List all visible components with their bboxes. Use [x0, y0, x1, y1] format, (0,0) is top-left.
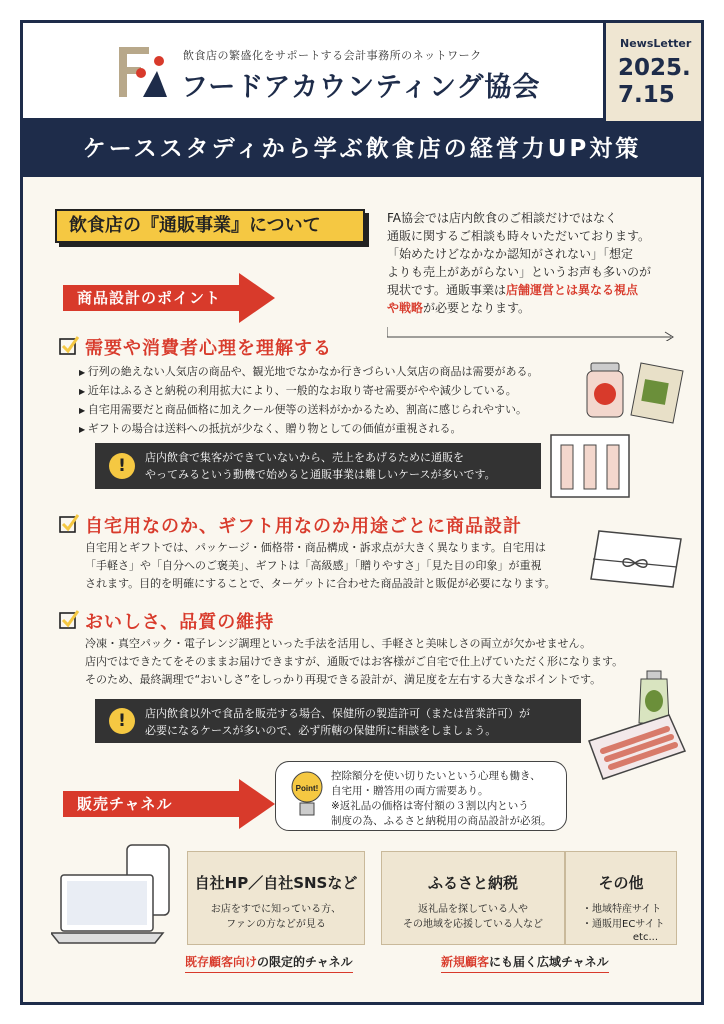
caption-text: の限定的チャネル — [257, 955, 353, 969]
bubble-text — [331, 769, 552, 829]
checkbox-icon — [59, 609, 79, 629]
newsletter-date-box — [603, 23, 701, 121]
channel-furusato — [381, 851, 565, 945]
bubble-line: 控除額分を使い切りたいという心理も働き、 — [331, 770, 541, 782]
jar-icon — [583, 361, 627, 419]
exclamation-icon: ! — [109, 708, 135, 734]
intro-line: よりも売上があがらない」というお声も多いのが — [387, 265, 652, 279]
block2-heading: 自宅用なのか、ギフト用なのか用途ごとに商品設計 — [85, 516, 522, 537]
devices-icon — [51, 843, 185, 947]
ribbon-gift-icon — [589, 525, 685, 591]
caption-highlight: 新規顧客 — [441, 955, 490, 969]
paragraph-line: されます。目的を明確にすることで、ターゲットに合わせた商品設計と販促が必要になります。 — [85, 577, 556, 590]
newsletter-label: NewsLetter — [620, 37, 692, 50]
sausage-pack-icon — [583, 711, 687, 781]
block2-text — [85, 539, 556, 593]
channel-other — [565, 851, 677, 945]
snack-pack-icon — [629, 361, 685, 425]
channel-desc — [188, 902, 364, 932]
point-label-arrow — [63, 273, 277, 323]
channel-desc-line: 返礼品を探している人や — [418, 904, 528, 915]
note-line: やってみるという動機で始めると通販事業は難しいケースが多いです。 — [145, 468, 496, 481]
paragraph-line: 店内ではできたてをそのままお届けできますが、通販ではお客様がご自宅で仕上げていただく形になります。 — [85, 655, 624, 668]
bubble-line: 制度の為、ふるさと納税用の商品設計が必須。 — [331, 815, 552, 827]
block3-text — [85, 635, 623, 689]
point-word: Point! — [295, 784, 319, 793]
list-item: ▶ ギフトの場合は送料への抵抗が少なく、贈り物としての価値が重視される。 — [79, 420, 538, 439]
page-title: ケーススタディから学ぶ飲食店の経営力UP対策 — [23, 121, 701, 177]
intro-highlight: 店舗運営とは異なる視点 — [506, 283, 639, 297]
paragraph-line: 冷凍・真空パック・電子レンジ調理といった手法を活用し、手軽さと美味しさの両立が欠かせません。 — [85, 637, 592, 650]
channel-title: ふるさと納税 — [427, 874, 518, 892]
intro-text — [387, 209, 683, 317]
issue-date — [618, 55, 691, 109]
intro-line — [387, 299, 683, 317]
caption-highlight: 既存顧客向け — [185, 955, 258, 969]
intro-line: FA協会では店内飲食のご相談だけではなく — [387, 211, 618, 225]
channel-desc-line: お店をすでに知っている方、 — [210, 904, 342, 915]
note-line: 店内飲食以外で食品を販売する場合、保健所の製造許可（または営業許可）が — [145, 707, 530, 720]
channel-desc-line: ファンの方などが見る — [226, 919, 326, 930]
intro-line: 「始めたけどなかなか認知がされない」「想定 — [387, 247, 634, 261]
channel-title: その他 — [598, 874, 644, 892]
checkbox-icon — [59, 335, 79, 355]
list-item: ▶ 近年はふるさと納税の利用拡大により、一般的なお取り寄せ需要がやや減少している。 — [79, 382, 538, 401]
channel-desc — [382, 902, 564, 932]
list-item: ▶ 行列の絶えない人気店の商品や、観光地でなかなか行きづらい人気店の商品は需要がある。 — [79, 363, 538, 382]
note-line: 店内飲食で集客ができていないから、売上をあげるために通販を — [145, 451, 464, 464]
note-line: 必要になるケースが多いので、必ず所轄の保健所に相談をしましょう。 — [145, 724, 497, 737]
bubble-line: ※返礼品の価格は寄付額の３割以内という — [331, 800, 529, 812]
channel-desc-line: その地域を応援している人など — [403, 919, 543, 930]
intro-text-part: 現状です。通販事業は — [387, 283, 507, 297]
checkbox-icon — [59, 513, 79, 533]
section-tag: 飲食店の『通販事業』について — [55, 209, 365, 243]
header — [23, 23, 701, 121]
exclamation-icon: ! — [109, 453, 135, 479]
list-item: ▶ 自宅用需要だと商品価格に加えクール便等の送料がかかるため、割高に感じられやすい。 — [79, 401, 538, 420]
channel-desc — [582, 902, 665, 932]
tagline: 飲食店の繁盛化をサポートする会計事務所のネットワーク — [183, 49, 482, 62]
block1-heading: 需要や消費者心理を理解する — [85, 338, 332, 359]
gift-box-icon — [549, 433, 631, 499]
channel-own-site — [187, 851, 365, 945]
org-name: フードアカウンティング協会 — [181, 72, 541, 103]
channel-title: 自社HP／自社SNSなど — [194, 874, 358, 892]
paragraph-line: 自宅用とギフトでは、パッケージ・価格帯・商品構成・訴求点が大きく異なります。自宅用は — [85, 541, 546, 554]
intro-text-part: が必要となります。 — [423, 301, 531, 315]
channel-desc-line: ・通販用ECサイト — [582, 919, 665, 930]
newsletter-page — [20, 20, 704, 1005]
demand-bullet-list — [79, 363, 538, 439]
fa-logo-icon — [119, 47, 167, 97]
channel-etc: etc... — [632, 932, 658, 943]
block3-heading: おいしさ、品質の維持 — [85, 612, 275, 633]
channel-label-arrow — [63, 779, 277, 829]
paragraph-line: そのため、最終調理で“おいしさ”をしっかり再現できる設計が、満足度を左右する大きなポイントです。 — [85, 673, 602, 686]
lightbulb-icon — [289, 769, 325, 823]
caption-text: にも届く広域チャネル — [489, 955, 609, 969]
intro-line — [387, 281, 683, 299]
issue-date-line1: 2025. — [618, 55, 691, 81]
warning-note — [95, 699, 581, 743]
warning-note — [95, 443, 541, 489]
caption-existing-customers — [185, 953, 353, 973]
intro-arrow-icon — [387, 327, 677, 341]
intro-line: 通販に関するご相談も時々いただいております。 — [387, 229, 651, 243]
channel-desc-line: ・地域特産サイト — [582, 904, 662, 915]
intro-highlight: や戦略 — [387, 301, 424, 315]
paragraph-line: 「手軽さ」や「自分へのご褒美」、ギフトは「高級感」「贈りやすさ」「見た目の印象」が重視 — [85, 559, 542, 572]
point-label: 商品設計のポイント — [77, 289, 222, 307]
caption-new-customers — [441, 953, 609, 973]
issue-date-line2: 7.15 — [618, 82, 675, 108]
bubble-line: 自宅用・贈答用の両方需要あり。 — [331, 785, 489, 797]
channel-label: 販売チャネル — [77, 795, 173, 813]
